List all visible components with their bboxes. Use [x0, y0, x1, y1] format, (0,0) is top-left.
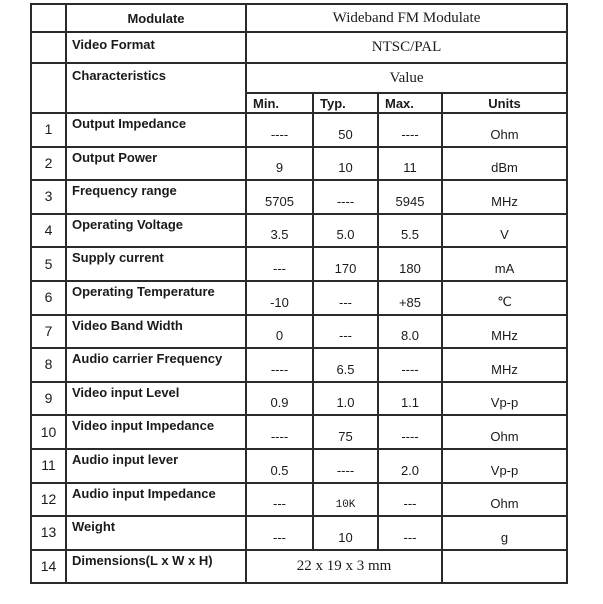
min-value: 0.9 — [246, 382, 313, 416]
column-header-typ: Typ. — [313, 93, 378, 113]
table-row — [31, 113, 567, 147]
units-value: MHz — [442, 180, 567, 214]
units-value: V — [442, 214, 567, 248]
typ-value: 50 — [313, 113, 378, 147]
row-number: 4 — [31, 214, 66, 248]
table-row — [31, 281, 567, 315]
row-number: 8 — [31, 348, 66, 382]
units-value: MHz — [442, 348, 567, 382]
max-value: ---- — [378, 113, 442, 147]
max-value: 8.0 — [378, 315, 442, 349]
row-number: 6 — [31, 281, 66, 315]
header-row-modulate — [31, 4, 567, 32]
table-row — [31, 180, 567, 214]
units-value: Vp-p — [442, 449, 567, 483]
max-value: ---- — [378, 415, 442, 449]
typ-value: 75 — [313, 415, 378, 449]
dimensions-value: 22 x 19 x 3 mm — [246, 550, 442, 584]
units-value: MHz — [442, 315, 567, 349]
characteristic-name: Audio input lever — [66, 449, 246, 483]
units-value: g — [442, 516, 567, 550]
column-header-units: Units — [442, 93, 567, 113]
min-value: --- — [246, 516, 313, 550]
row-number: 7 — [31, 315, 66, 349]
typ-value: 5.0 — [313, 214, 378, 248]
max-value: 5.5 — [378, 214, 442, 248]
max-value: 180 — [378, 247, 442, 281]
characteristic-name: Dimensions(L x W x H) — [66, 550, 246, 584]
table-row — [31, 348, 567, 382]
row-number: 14 — [31, 550, 66, 584]
max-value: 1.1 — [378, 382, 442, 416]
units-value: Ohm — [442, 415, 567, 449]
typ-value: --- — [313, 281, 378, 315]
max-value: 11 — [378, 147, 442, 181]
min-value: --- — [246, 247, 313, 281]
video-format-value: NTSC/PAL — [246, 32, 567, 63]
modulate-label: Modulate — [66, 4, 246, 32]
min-value: 5705 — [246, 180, 313, 214]
max-value: 2.0 — [378, 449, 442, 483]
column-header-min: Min. — [246, 93, 313, 113]
typ-value: 6.5 — [313, 348, 378, 382]
table-row — [31, 247, 567, 281]
min-value: 0.5 — [246, 449, 313, 483]
column-header-max: Max. — [378, 93, 442, 113]
max-value: +85 — [378, 281, 442, 315]
min-value: --- — [246, 483, 313, 517]
max-value: 5945 — [378, 180, 442, 214]
row-number: 12 — [31, 483, 66, 517]
corner-cell — [31, 4, 66, 32]
min-value: -10 — [246, 281, 313, 315]
characteristic-name: Output Power — [66, 147, 246, 181]
typ-value: 10 — [313, 147, 378, 181]
table-row — [31, 147, 567, 181]
table-row — [31, 449, 567, 483]
row-number: 13 — [31, 516, 66, 550]
units-value: dBm — [442, 147, 567, 181]
table-row — [31, 483, 567, 517]
table-row — [31, 516, 567, 550]
value-label: Value — [246, 63, 567, 93]
units-value — [442, 550, 567, 584]
characteristics-label: Characteristics — [66, 63, 246, 113]
units-value: mA — [442, 247, 567, 281]
max-value: --- — [378, 483, 442, 517]
modulate-value: Wideband FM Modulate — [246, 4, 567, 32]
typ-value: 10K — [313, 483, 378, 517]
max-value: --- — [378, 516, 442, 550]
characteristic-name: Video input Impedance — [66, 415, 246, 449]
row-number: 5 — [31, 247, 66, 281]
units-value: Vp-p — [442, 382, 567, 416]
min-value: 0 — [246, 315, 313, 349]
characteristic-name: Audio input Impedance — [66, 483, 246, 517]
row-number: 9 — [31, 382, 66, 416]
typ-value: 170 — [313, 247, 378, 281]
characteristic-name: Frequency range — [66, 180, 246, 214]
characteristic-name: Supply current — [66, 247, 246, 281]
typ-value: 10 — [313, 516, 378, 550]
units-value: Ohm — [442, 113, 567, 147]
min-value: ---- — [246, 415, 313, 449]
typ-value: ---- — [313, 180, 378, 214]
table-row — [31, 382, 567, 416]
video-format-label: Video Format — [66, 32, 246, 63]
row-number: 3 — [31, 180, 66, 214]
characteristic-name: Video input Level — [66, 382, 246, 416]
units-value: ℃ — [442, 281, 567, 315]
header-row-characteristics — [31, 63, 567, 93]
table-row — [31, 415, 567, 449]
min-value: ---- — [246, 348, 313, 382]
typ-value: 1.0 — [313, 382, 378, 416]
specification-table — [30, 3, 568, 584]
corner-cell — [31, 32, 66, 63]
table-row — [31, 214, 567, 248]
row-number: 10 — [31, 415, 66, 449]
max-value: ---- — [378, 348, 442, 382]
table-row — [31, 315, 567, 349]
characteristic-name: Weight — [66, 516, 246, 550]
units-value: Ohm — [442, 483, 567, 517]
characteristic-name: Operating Temperature — [66, 281, 246, 315]
characteristic-name: Output Impedance — [66, 113, 246, 147]
min-value: 3.5 — [246, 214, 313, 248]
min-value: ---- — [246, 113, 313, 147]
row-number: 2 — [31, 147, 66, 181]
characteristic-name: Operating Voltage — [66, 214, 246, 248]
header-row-video-format — [31, 32, 567, 63]
min-value: 9 — [246, 147, 313, 181]
typ-value: --- — [313, 315, 378, 349]
characteristic-name: Audio carrier Frequency — [66, 348, 246, 382]
table-row — [31, 550, 567, 584]
row-number: 11 — [31, 449, 66, 483]
characteristic-name: Video Band Width — [66, 315, 246, 349]
typ-value: ---- — [313, 449, 378, 483]
corner-cell — [31, 63, 66, 113]
row-number: 1 — [31, 113, 66, 147]
